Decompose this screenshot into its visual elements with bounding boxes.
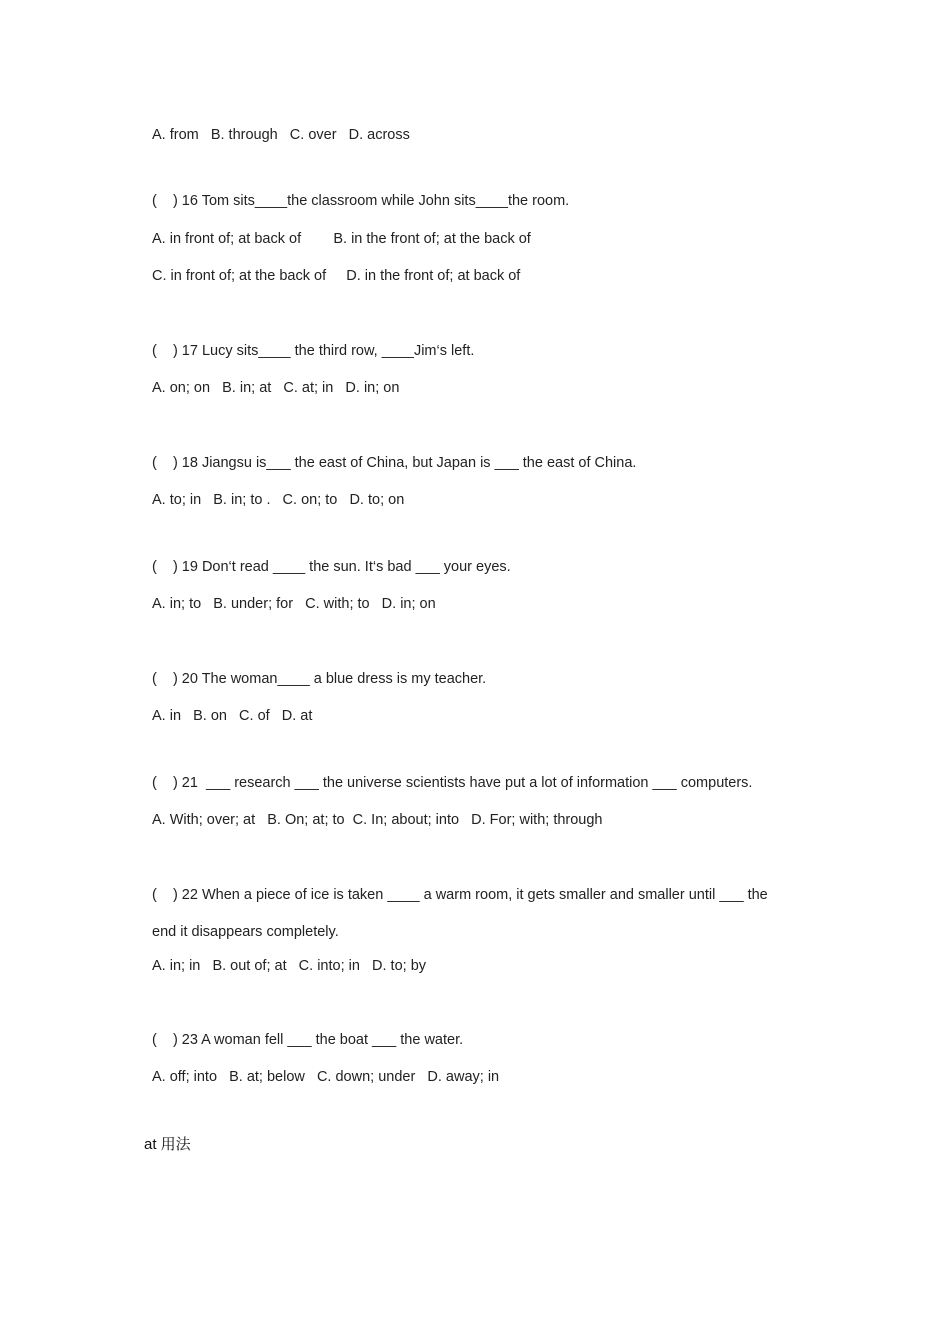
option-line-15: A. from B. through C. over D. across — [152, 127, 410, 143]
question-19: ( ) 19 Don‘t read ____ the sun. It‘s bad ___ your eyes. — [152, 559, 511, 575]
question-22: ( ) 22 When a piece of ice is taken ____ a warm room, it gets smaller and smaller until ___ the — [152, 887, 768, 903]
question-17: ( ) 17 Lucy sits____ the third row, ____Jim‘s left. — [152, 343, 475, 359]
question-22-continued: end it disappears completely. — [152, 924, 339, 940]
option-line-22: A. in; in B. out of; at C. into; in D. to; by — [152, 958, 427, 974]
question-21: ( ) 21 ___ research ___ the universe scientists have put a lot of information ___ computers. — [152, 775, 753, 791]
option-line-23: A. off; into B. at; below C. down; under D. away; in — [152, 1069, 500, 1085]
option-line-20: A. in B. on C. of D. at — [152, 708, 313, 724]
question-23: ( ) 23 A woman fell ___ the boat ___ the water. — [152, 1032, 464, 1048]
question-16: ( ) 16 Tom sits____the classroom while John sits____the room. — [152, 193, 570, 209]
option-line-21: A. With; over; at B. On; at; to C. In; about; into D. For; with; through — [152, 812, 603, 828]
option-line-16a: A. in front of; at back of B. in the front of; at the back of — [152, 231, 531, 247]
option-line-16b: C. in front of; at the back of D. in the front of; at back of — [152, 268, 521, 284]
option-line-17: A. on; on B. in; at C. at; in D. in; on — [152, 380, 400, 396]
option-line-18: A. to; in B. in; to . C. on; to D. to; on — [152, 492, 405, 508]
option-line-19: A. in; to B. under; for C. with; to D. in; on — [152, 596, 436, 612]
section-heading: at 用法 — [144, 1136, 191, 1153]
question-20: ( ) 20 The woman____ a blue dress is my teacher. — [152, 671, 487, 687]
question-18: ( ) 18 Jiangsu is___ the east of China, but Japan is ___ the east of China. — [152, 455, 637, 471]
